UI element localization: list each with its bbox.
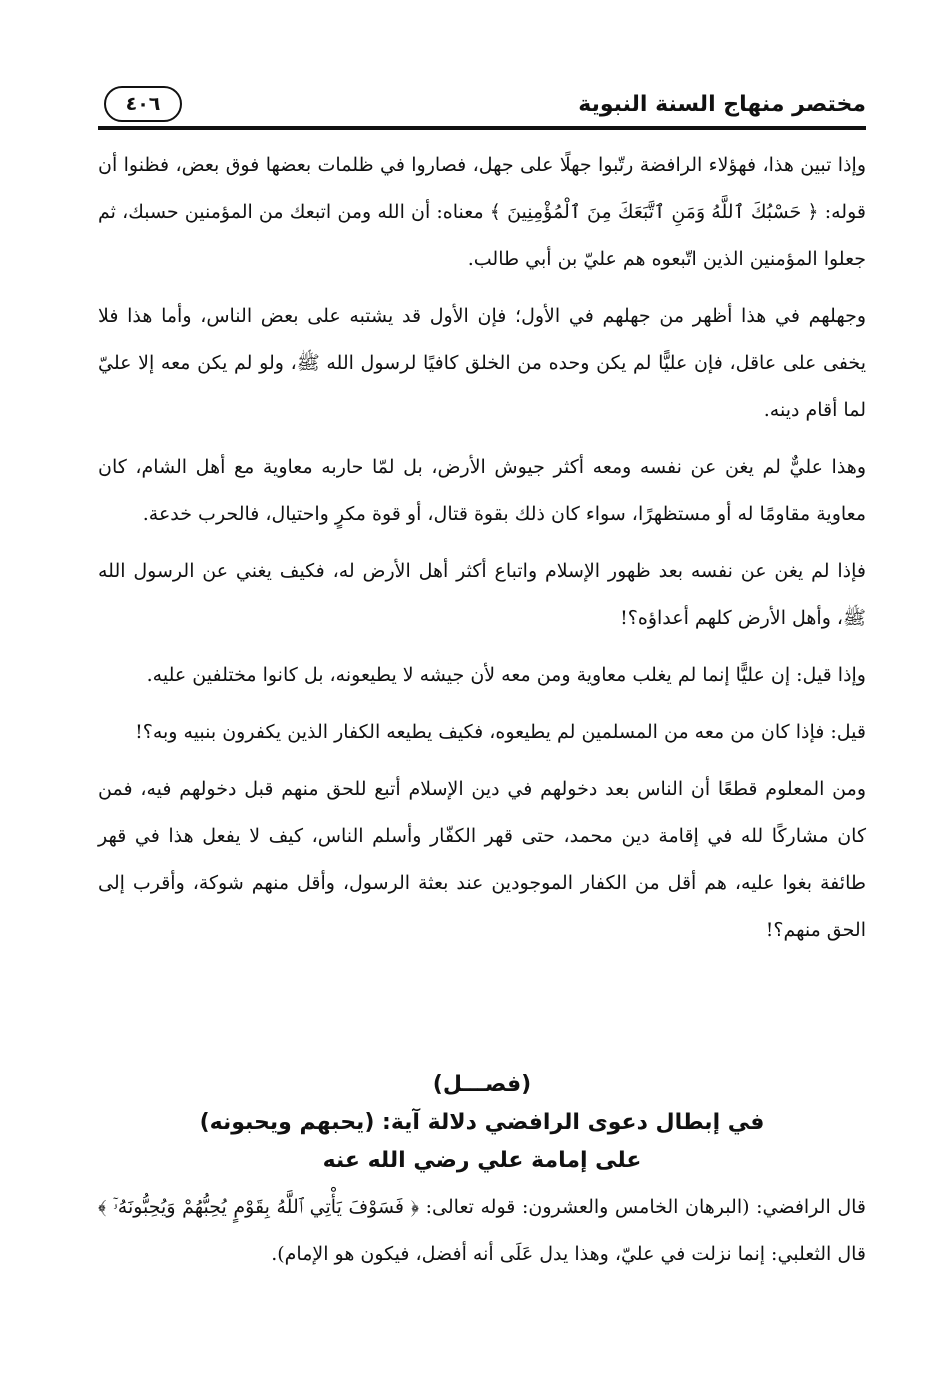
- paragraph: فإذا لم يغن عن نفسه بعد ظهور الإسلام واتباع أكثر أهل الأرض له، فكيف يغني عن الرسول الله ﷺ، وأهل الأرض كلهم أعداؤه؟!: [98, 560, 866, 629]
- paragraph: وهذا عليٌّ لم يغن عن نفسه ومعه أكثر جيوش الأرض، بل لمّا حاربه معاوية مع أهل الشام، كان معاوية مقاومًا له أو مستظهرًا، سواء كان ذلك بقوة قتال، أو قوة مكرٍ واحتيال، فالحرب خدعة.: [98, 456, 866, 525]
- paragraph: وجهلهم في هذا أظهر من جهلهم في الأول؛ فإن الأول قد يشتبه على بعض الناس، وأما هذا فلا يخفى على عاقل، فإن عليًّا لم يكن وحده من الخلق كافيًا لرسول الله ﷺ، ولو لم يكن معه إلا عليّ لما أقام دينه.: [98, 305, 866, 421]
- paragraph: وإذا تبين هذا، فهؤلاء الرافضة رتّبوا جهلًا على جهل، فصاروا في ظلمات بعضها فوق بعض، فظنوا أن قوله: ﴿ حَسْبُكَ ٱللَّهُ وَمَنِ ٱتَّبَعَكَ مِنَ ٱلْمُؤْمِنِينَ ﴾ معناه: أن الله ومن اتبعك من المؤمنين حسبك، ثم جعلوا المؤمنين الذين اتّبعوه هم عليّ بن أبي طالب.: [98, 154, 866, 270]
- section-title: في إبطال دعوى الرافضي دلالة آية: (يحبهم ويحبونه): [199, 1110, 765, 1135]
- paragraph: قيل: فإذا كان من معه من المسلمين لم يطيعوه، فكيف يطيعه الكفار الذين يكفرون بنبيه وبه؟!: [135, 721, 866, 743]
- section-subtitle: على إمامة علي رضي الله عنه: [322, 1148, 642, 1173]
- header-divider: [98, 126, 866, 130]
- book-title: مختصر منهاج السنة النبوية: [578, 92, 866, 117]
- page-number-badge: ٤٠٦: [104, 86, 182, 122]
- paragraph: قال الرافضي: (البرهان الخامس والعشرون: قوله تعالى: ﴿ فَسَوْفَ يَأْتِي ٱللَّهُ بِقَوْمٍ يُحِبُّهُمْ وَيُحِبُّونَهُۥٓ ﴾ قال الثعلبي: إنما نزلت في عليّ، وهذا يدل عَلَى أنه أفضل، فيكون هو الإمام).: [98, 1196, 866, 1265]
- main-text: [98, 142, 866, 964]
- section-body: [98, 1184, 866, 1278]
- paragraph: ومن المعلوم قطعًا أن الناس بعد دخولهم في دين الإسلام أتبع للحق منهم قبل دخولهم فيه، فمن كان مشاركًا لله في إقامة دين محمد، حتى قهر الكفّار وأسلم الناس، كيف لا يفعل هذا في قهر طائفة بغوا عليه، هم أقل من الكفار الموجودين عند بعثة الرسول، وأقل منهم شوكة، وأقرب إلى الحق منهم؟!: [98, 778, 866, 941]
- page-header: [98, 82, 866, 128]
- paragraph: وإذا قيل: إن عليًّا إنما لم يغلب معاوية ومن معه لأن جيشه لا يطيعونه، بل كانوا مختلفين عليه.: [146, 664, 866, 686]
- section-label: (فصـــل): [432, 1072, 532, 1097]
- section-heading-block: [98, 1066, 866, 1180]
